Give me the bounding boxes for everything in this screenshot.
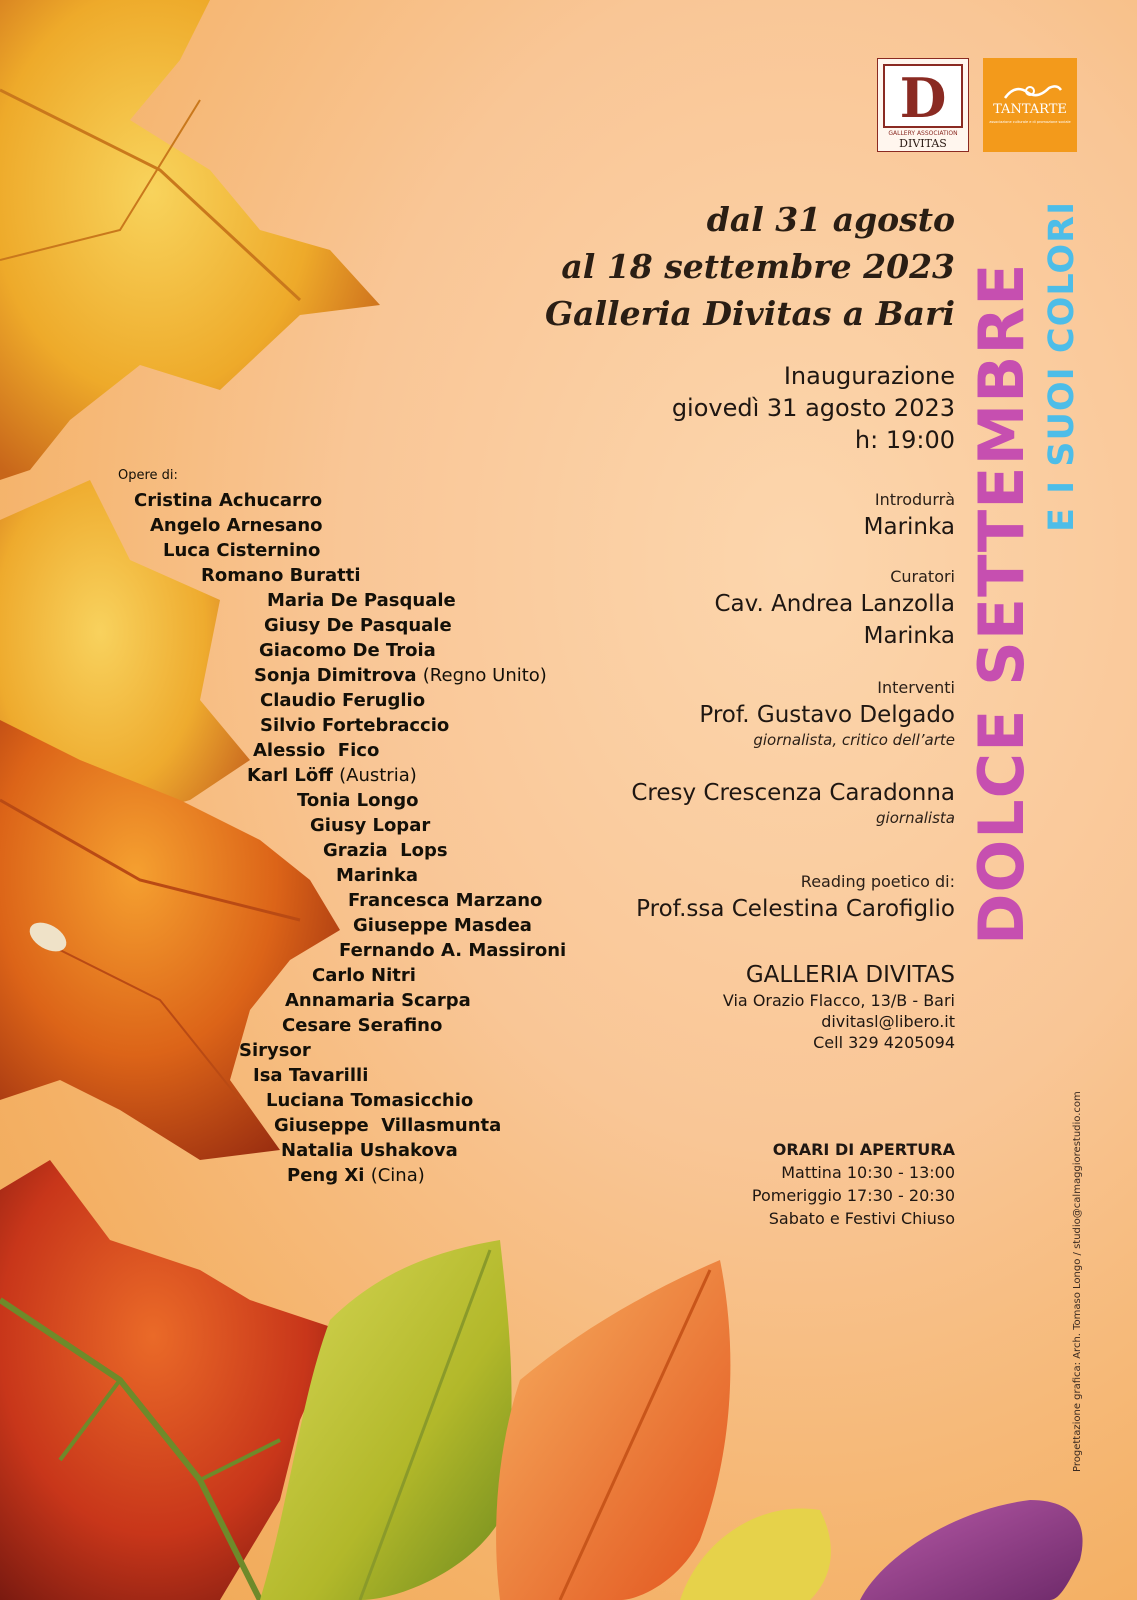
svg-text:D: D [899,66,947,130]
inauguration-label: Inaugurazione [783,362,955,390]
artist-entry: Karl Löff (Austria) [247,765,417,786]
artist-entry: Luciana Tomasicchio [266,1090,474,1111]
gallery-phone: Cell 329 4205094 [813,1033,955,1052]
artist-country: (Cina) [370,1165,425,1186]
opening-hours [752,1138,955,1230]
artist-entry: Sonja Dimitrova (Regno Unito) [254,665,547,686]
partner-logos [877,58,1077,154]
curators-label: Curatori [890,567,955,586]
curators-section [714,566,955,652]
artist-entry: Fernando A. Massironi [339,940,567,961]
interventions-section [631,677,955,827]
tantarte-emblem-icon [983,58,1077,152]
artist-entry: Peng Xi (Cina) [287,1165,425,1186]
hours-line: Sabato e Festivi Chiuso [768,1209,955,1228]
artist-entry: Cesare Serafino [282,1015,443,1036]
svg-text:TANTARTE: TANTARTE [993,102,1067,117]
artist-entry: Annamaria Scarpa [285,990,471,1011]
inauguration-time: h: 19:00 [854,426,955,454]
venue-city: Galleria Divitas a Bari [544,294,955,333]
artist-entry: Grazia Lops [323,840,448,861]
curator-name: Marinka [863,623,955,649]
intro-name: Marinka [863,514,955,540]
artist-entry: Natalia Ushakova [281,1140,458,1161]
artist-entry: Marinka [336,865,419,886]
design-credit: Progettazione grafica: Arch. Tomaso Longo / studio@calmaggiorestudio.com [1072,1091,1083,1472]
artist-entry: Isa Tavarilli [253,1065,369,1086]
curator-name: Cav. Andrea Lanzolla [714,591,955,617]
reading-label: Reading poetico di: [800,872,955,891]
artist-entry: Giuseppe Villasmunta [274,1115,502,1136]
artist-entry: Angelo Arnesano [150,515,323,536]
date-to: al 18 settembre 2023 [561,247,955,286]
gallery-email: divitasl@libero.it [821,1012,955,1031]
gallery-info [723,960,955,1053]
inauguration [672,360,955,456]
exhibition-subtitle: E I SUOI COLORI [1042,200,1082,532]
speaker-name: Prof. Gustavo Delgado [699,702,955,728]
exhibition-title: DOLCE SETTEMBRE [965,262,1038,945]
artists-header: Opere di: [118,468,178,483]
artists-list [0,462,600,1202]
reading-section [636,871,955,925]
hours-line: Pomeriggio 17:30 - 20:30 [751,1186,955,1205]
artist-entry: Francesca Marzano [348,890,543,911]
reading-name: Prof.ssa Celestina Carofiglio [636,896,955,922]
divitas-monogram-icon [878,59,968,151]
hours-title: ORARI DI APERTURA [772,1140,955,1159]
speaker-role: giornalista, critico dell’arte [753,731,955,749]
svg-text:associazione culturale e di pr: associazione culturale e di promozione sociale [989,120,1071,124]
svg-text:DIVITAS: DIVITAS [899,137,947,150]
artist-entry: Carlo Nitri [312,965,416,986]
inauguration-date: giovedì 31 agosto 2023 [671,394,955,422]
artist-entry: Cristina Achucarro [134,490,323,511]
artist-entry: Silvio Fortebraccio [260,715,450,736]
divitas-logo [877,58,969,152]
speaker-name: Cresy Crescenza Caradonna [631,780,955,806]
artist-country: (Regno Unito) [422,665,547,686]
intro-label: Introdurrà [874,490,955,509]
exhibition-dates [545,196,955,337]
artist-entry: Claudio Feruglio [260,690,426,711]
hours-line: Mattina 10:30 - 13:00 [781,1163,955,1182]
tantarte-logo [983,58,1077,152]
artist-entry: Sirysor [239,1040,311,1061]
artist-entry: Giuseppe Masdea [353,915,532,936]
gallery-address: Via Orazio Flacco, 13/B - Bari [722,991,955,1010]
artist-entry: Alessio Fico [253,740,380,761]
gallery-name: GALLERIA DIVITAS [745,962,955,988]
artist-entry: Romano Buratti [201,565,361,586]
intro-section [864,489,955,543]
date-from: dal 31 agosto [706,200,955,239]
svg-text:GALLERY ASSOCIATION: GALLERY ASSOCIATION [888,130,958,137]
interventions-label: Interventi [877,678,955,697]
artist-entry: Giacomo De Troia [259,640,436,661]
speaker-role: giornalista [876,809,955,827]
artist-entry: Maria De Pasquale [267,590,456,611]
artist-entry: Luca Cisternino [163,540,321,561]
artist-country: (Austria) [339,765,417,786]
artist-entry: Tonia Longo [297,790,419,811]
artist-entry: Giusy Lopar [310,815,431,836]
artist-entry: Giusy De Pasquale [264,615,452,636]
